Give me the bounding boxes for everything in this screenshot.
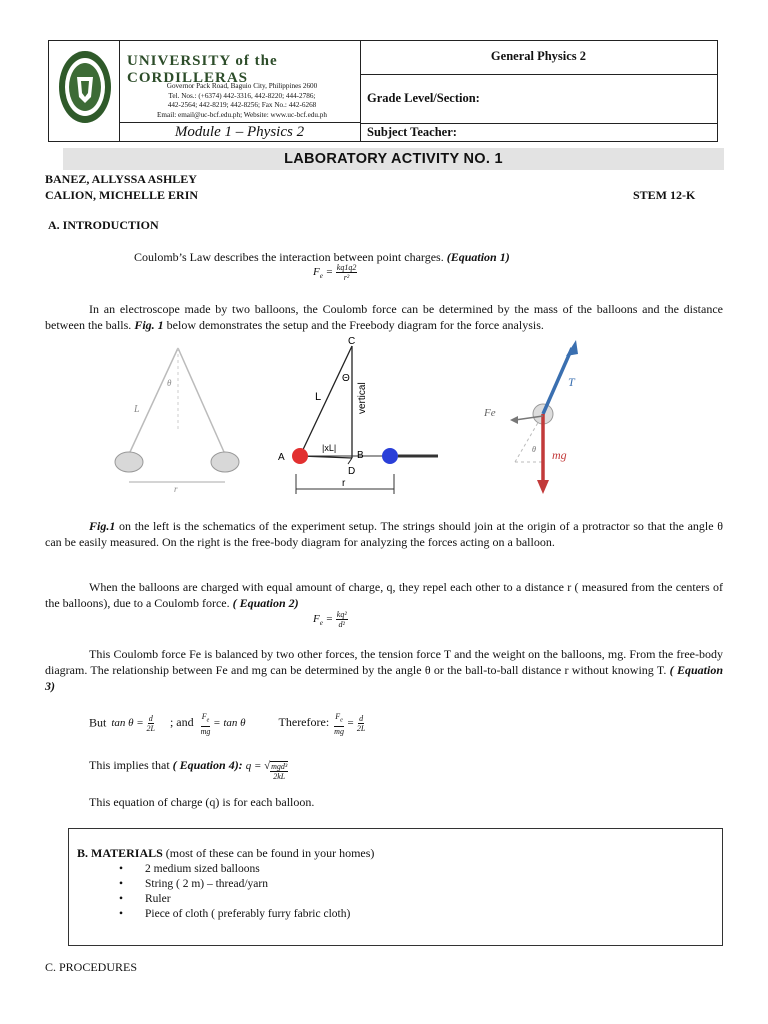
university-name: UNIVERSITY of the CORDILLERAS — [127, 53, 278, 86]
section-label: STEM 12-K — [633, 188, 696, 202]
header-table — [48, 40, 718, 142]
free-body-diagram — [483, 340, 578, 494]
subject-teacher-label: Subject Teacher: — [367, 125, 457, 139]
divider — [360, 123, 717, 124]
svg-text:mg: mg — [552, 448, 567, 462]
student-name: BANEZ, ALLYSSA ASHLEY — [45, 172, 197, 186]
svg-text:r: r — [342, 478, 346, 489]
activity-title: LABORATORY ACTIVITY NO. 1 — [284, 151, 503, 167]
course-name: General Physics 2 — [490, 49, 587, 63]
list-item: • String ( 2 m) – thread/yarn — [119, 877, 350, 892]
svg-text:L: L — [315, 391, 322, 403]
geometry-diagram — [278, 336, 438, 494]
figure-1 — [100, 334, 620, 498]
intro-paragraph-3: When the balloons are charged with equal amount of charge, q, they repel each other to a distance r ( measured from the centers of the balloons), due to a Coulomb force. ( Equation 2) — [45, 580, 723, 610]
materials-heading-line: B. MATERIALS (most of these can be found in your homes) — [77, 846, 375, 860]
equation-4: This implies that ( Equation 4): q = √ $\frac{\text{mgd³}}{2kL}$ — [89, 758, 288, 781]
intro-paragraph-2: Fig.1 on the left is the schematics of the experiment setup. The strings should join at the origin of a protractor so that the angle θ can be easily measured. On the right is the free-body diagram for analyzing the forces acting on a balloon. — [45, 519, 724, 549]
university-seal-icon — [57, 47, 113, 127]
svg-text:B: B — [357, 450, 364, 461]
svg-text:Fe: Fe — [484, 407, 496, 419]
svg-text:Θ: Θ — [342, 373, 350, 384]
divider — [360, 74, 717, 75]
svg-text:C: C — [348, 336, 356, 347]
list-item: • Piece of cloth ( preferably furry fabric cloth) — [119, 907, 350, 922]
list-item: • Ruler — [119, 892, 350, 907]
equation-1: $F_e$ = $\frac{kq1q2}{\text{r²}}$ — [313, 263, 357, 282]
svg-text:θ: θ — [532, 445, 536, 454]
label-L: L — [134, 404, 140, 415]
materials-list — [119, 862, 350, 922]
materials-box — [68, 828, 723, 946]
label-r: r — [174, 484, 178, 494]
svg-text:vertical: vertical — [357, 382, 368, 414]
list-item: • 2 medium sized balloons — [119, 862, 350, 877]
grade-level-label: Grade Level/Section: — [367, 91, 480, 105]
activity-title-bar — [63, 148, 724, 170]
intro-paragraph-4: This Coulomb force Fe is balanced by two other forces, the tension force T and the weight on the balloons, mg. From the free-body diagram. The relationship between Fe and mg can be determined by the angle θ or the ball-to-ball distance r without knowing T. ( Equation 3) — [45, 647, 724, 693]
svg-text:|xL|: |xL| — [322, 443, 337, 453]
svg-text:D: D — [348, 466, 356, 477]
divider — [119, 122, 360, 123]
svg-text:T: T — [568, 375, 575, 389]
charge-note: This equation of charge (q) is for each balloon. — [89, 795, 315, 809]
intro-paragraph-1: In an electroscope made by two balloons, the Coulomb force can be determined by the mass of the balloons and the distance between the balls. Fig. 1 below demonstrates the setup and the Freebody diagram for the force analysis. — [45, 302, 723, 332]
setup-schematic — [115, 348, 239, 494]
equation-2: $F_e$ = $\frac{\text{kq²}}{\text{d²}}$ — [313, 610, 347, 629]
module-title: Module 1 – Physics 2 — [174, 124, 305, 140]
university-address: Governor Pack Road, Baguio City, Philippines 2600 Tel. Nos.: (+6374) 442-3316, 442-8220; 444-2786; 442-2564; 442-8219; 442-8256; Fax No.: 442-6268 Email: email@uc-bcf.edu.ph; Website: www.uc-bcf.edu.ph — [157, 82, 327, 119]
svg-text:A: A — [278, 452, 285, 463]
coulomb-sentence: Coulomb’s Law describes the interaction between point charges. (Equation 1) — [134, 250, 510, 264]
introduction-heading: A. INTRODUCTION — [48, 218, 159, 232]
label-theta: θ — [167, 378, 172, 388]
student-name: CALION, MICHELLE ERIN — [45, 188, 199, 202]
procedures-heading: C. PROCEDURES — [45, 960, 138, 974]
equation-3: But tan θ = $\frac{d}{2L}$ ; and $\frac{F_e}{mg}$ = tan θ Therefore: $\frac{F_e}{mg}$ = $\frac{d}{2L}$ — [89, 712, 366, 736]
